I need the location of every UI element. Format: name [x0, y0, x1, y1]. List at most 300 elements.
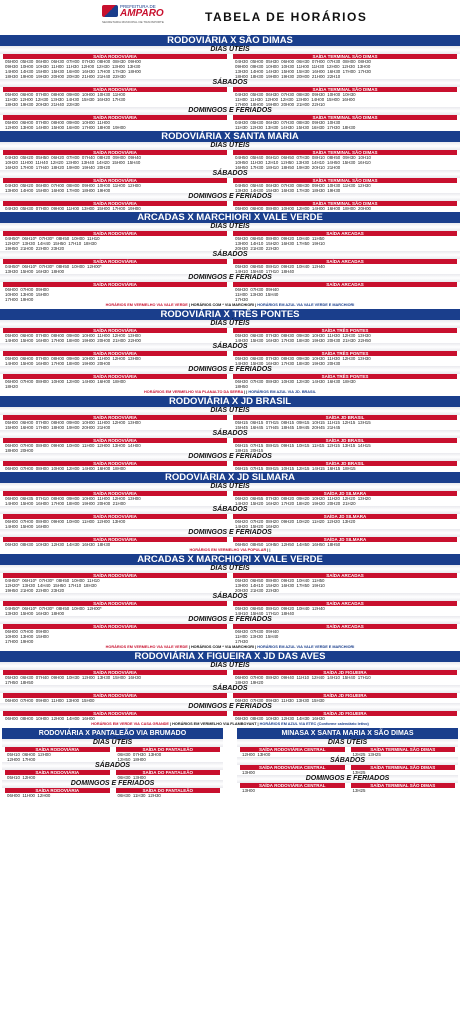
departure-label: SAÍDA RODOVIÁRIA	[3, 87, 227, 92]
right-column	[233, 351, 457, 366]
departure-label: SAÍDA RODOVIÁRIA	[3, 438, 227, 443]
route-title: RODOVIÁRIA X TRÊS PONTES	[0, 308, 460, 320]
time-row: 20H30 21H30 22H30	[235, 246, 279, 251]
period-columns	[0, 150, 460, 170]
route-title: ARCADAS X MARCHIORI X VALE VERDE	[0, 211, 460, 223]
departure-label: SAÍDA RODOVIÁRIA	[5, 788, 110, 793]
departure-label: SAÍDA TRÊS PONTES	[233, 374, 457, 379]
times-block	[233, 59, 457, 79]
time-row: 14H10 15H40 17H10 18H40	[235, 611, 295, 616]
times-block	[3, 675, 227, 685]
period-columns	[237, 783, 458, 793]
note-black: HORÁRIOS EM VERMELHO VIA FLAMBOYANT	[172, 722, 257, 726]
time-row: 11H00 13H30 15H40	[235, 634, 279, 639]
departure-label: SAÍDA TERMINAL SÃO DIMAS	[233, 201, 457, 206]
left-column	[3, 351, 227, 366]
departure-label: SAÍDA TERMINAL SÃO DIMAS	[233, 87, 457, 92]
period-columns	[2, 747, 223, 762]
left-column	[3, 537, 227, 547]
period-columns	[2, 770, 223, 780]
time-row: 06H00 08H00 10H00 12H00 14H00 16H00	[5, 716, 95, 721]
time-row: 15H45 16H45 17H45 18H45 19H45 20H45 21H45	[235, 425, 341, 430]
time-row: 12H00 13H00	[242, 752, 271, 757]
time-row: 05H30 06H50 08H10 09H20 10H40 12H40	[235, 264, 325, 269]
time-row: 18H15 20H15	[235, 448, 264, 453]
right-column	[233, 415, 457, 430]
time-row: 06H30 07H30 13H00	[117, 752, 162, 757]
departure-label: SAÍDA TRÊS PONTES	[233, 351, 457, 356]
times-block	[3, 333, 227, 343]
period-columns	[0, 537, 460, 547]
time-row: 13H00 14H10 15H20 16H30 17H50 19H10	[235, 241, 325, 246]
route-title: RODOVIÁRIA X JD SILMARA	[0, 471, 460, 483]
time-row: 10H00 13H00 15H00	[5, 634, 49, 639]
time-row: 05H00 06H00 08H00 10H00 12H00 14H00 16H00 18H00 20H00	[235, 206, 371, 211]
right-column	[233, 537, 457, 547]
left-column	[3, 87, 227, 107]
time-row: 18H00 18H30 19H00 19H30 20H00 21H00 22H10	[235, 74, 341, 79]
period-columns	[0, 282, 460, 302]
period-columns	[0, 438, 460, 453]
left-column	[3, 415, 227, 430]
left-column	[240, 783, 345, 793]
times-block	[233, 183, 457, 193]
right-column	[233, 231, 457, 251]
period-columns	[0, 491, 460, 506]
time-row: 15H00 16H00 17H00 18H00 19H00 20H00 21H00	[5, 425, 111, 430]
route-section	[0, 211, 460, 308]
times-block	[233, 155, 457, 170]
period-header: DIAS ÚTEIS	[0, 662, 460, 670]
right-column	[351, 765, 456, 775]
times-block	[233, 287, 457, 302]
left-column	[3, 693, 227, 703]
left-column	[3, 711, 227, 721]
departure-label: SAÍDA JD BRASIL	[233, 415, 457, 420]
route-section	[0, 395, 460, 471]
left-column	[5, 770, 110, 780]
time-row: 04H50* 06H10* 07H30* 08H50 10H00 11H10	[5, 236, 100, 241]
time-row: 17H50 18H50	[5, 680, 34, 685]
right-column	[233, 374, 457, 389]
time-row: 09H30 10H00 10H30 11H00 11H30 12H00 12H30 13H00 13H30	[5, 64, 141, 69]
right-column	[233, 178, 457, 193]
note-separator: |	[246, 390, 249, 394]
times-block	[233, 578, 457, 593]
departure-label: SAÍDA RODOVIÁRIA	[3, 115, 227, 120]
left-column	[3, 231, 227, 251]
time-row: 05H00 06H00 07H00 08H00 09H00 10H00 10H30 11H00	[5, 92, 126, 97]
time-row: 06H00 07H00 08H00 10H00 12H00 14H00 16H00 18H00	[5, 466, 126, 471]
period-header: DOMINGOS E FERIADOS	[0, 193, 460, 201]
times-block	[3, 519, 227, 529]
time-row: 04H30 05H00 05H30 06H00 06H30 07H00 07H30 08H00 08H30	[235, 59, 371, 64]
period-header: DOMINGOS E FERIADOS	[0, 453, 460, 461]
times-block	[116, 793, 221, 798]
times-block	[240, 752, 345, 757]
time-row: 04H30 05H30 06H30 07H30 08H30 09H30 10H30	[235, 120, 341, 125]
period-columns	[0, 201, 460, 211]
times-block	[233, 443, 457, 453]
time-row: 04H30 05H20 05H50 06H20 07H00 07H40 08H20 09H00 09H40	[5, 155, 141, 160]
departure-label: SAÍDA ARCADAS	[233, 231, 457, 236]
time-row: 13H25	[352, 770, 366, 775]
time-row: 13H00 14H00 15H00 16H00 17H00 18H00 19H00	[5, 188, 111, 193]
time-row: 05H00 06H00 07H00 08H00 09H00 10H00 11H00 12H00 13H00	[5, 420, 141, 425]
time-row: 06H00 07H00 08H00 09H00 10H00 11H00 12H00 13H00	[5, 519, 126, 524]
time-row: 06H00 11H00 12H00	[7, 793, 51, 798]
note-separator: |	[256, 722, 260, 726]
note-blue: HORÁRIOS EM AZUL VIA VALE VERDE E MARCHIORI	[257, 303, 355, 307]
times-block	[3, 155, 227, 170]
left-column	[3, 624, 227, 644]
time-row: 13H25	[352, 788, 366, 793]
note-blue: HORÁRIOS EM AZUL VIA VALE VERDE E MARCHIORI	[257, 645, 355, 649]
departure-label: SAÍDA RODOVIÁRIA	[3, 624, 227, 629]
time-row: 20H30 21H30 22H30	[235, 588, 279, 593]
right-column	[233, 573, 457, 593]
period-columns	[0, 351, 460, 366]
time-row: 05H30 06H50 08H00 09H20 10H40 11H50	[235, 236, 325, 241]
left-column	[3, 374, 227, 389]
departure-label: SAÍDA TERMINAL SÃO DIMAS	[351, 783, 456, 788]
period-columns	[0, 54, 460, 79]
time-row: 06H30 08H30 10H30 12H30 14H30 16H30 18H30	[5, 542, 111, 547]
period-header: SÁBADOS	[0, 170, 460, 178]
schedule-list	[0, 34, 460, 798]
left-column	[5, 788, 110, 798]
period-header: DOMINGOS E FERIADOS	[0, 366, 460, 374]
left-column	[3, 491, 227, 506]
time-row: 06H00 06H35 07H10 08H00 09H00 10H00 11H00 12H00 13H00	[5, 496, 141, 501]
left-column	[3, 282, 227, 302]
departure-label: SAÍDA RODOVIÁRIA	[3, 259, 227, 264]
departure-label: SAÍDA RODOVIÁRIA	[3, 351, 227, 356]
time-row: 04H50 05H40 06H10 06H50 07H30 08H10 08H50 09H30 10H10	[235, 155, 371, 160]
times-block	[233, 379, 457, 389]
time-row: 06H00 07H00 08H00 10H00 12H00 14H00 16H00 18H00	[5, 379, 126, 384]
departure-label: SAÍDA RODOVIÁRIA	[3, 670, 227, 675]
departure-label: SAÍDA ARCADAS	[233, 259, 457, 264]
time-row: 11H30 12H00 12H30 13H30 14H30 15H30 16H30 17H30	[5, 97, 126, 102]
route-section	[2, 727, 223, 798]
right-column	[233, 282, 457, 302]
times-block	[3, 606, 227, 616]
bottom-routes	[0, 727, 460, 798]
logo-line-2: AMPARO	[120, 8, 164, 19]
time-row: 13H30 14H00 14H30 15H00 15H30 16H00 16H30 17H00 17H30	[235, 69, 371, 74]
right-column	[233, 87, 457, 107]
right-column	[116, 770, 221, 780]
time-row: 05H30 06H30 07H30 08H30 09H30 10H30 11H30 12H30 13H30	[235, 333, 371, 338]
route-section	[0, 650, 460, 727]
period-header: DIAS ÚTEIS	[0, 483, 460, 491]
times-block	[240, 788, 345, 793]
time-row: 18H00 20H00	[5, 448, 34, 453]
time-row: 18H30 19H30 20H30 21H40 22H30	[5, 102, 80, 107]
time-row: 14H00 15H00 16H00 17H00 18H00 19H00 20H00 21H00 22H00	[5, 338, 141, 343]
time-row: 12H25 13H25	[352, 752, 381, 757]
departure-label: SAÍDA RODOVIÁRIA	[3, 537, 227, 542]
route-section	[0, 553, 460, 650]
period-columns	[0, 374, 460, 389]
period-header: SÁBADOS	[0, 79, 460, 87]
period-header: DIAS ÚTEIS	[0, 565, 460, 573]
time-row: 09H00 09H30 10H00 10H30 11H00 11H30 12H00 12H30 13H00	[235, 64, 371, 69]
time-row: 06H30 07H30 09H30 11H30 13H30 15H30	[235, 698, 325, 703]
period-columns	[0, 670, 460, 685]
route-title: RODOVIÁRIA X SÃO DIMAS	[0, 34, 460, 46]
right-column	[233, 624, 457, 644]
time-row: 05H30 06H50 08H10 09H20 10H40 12H40	[235, 606, 325, 611]
period-columns	[0, 259, 460, 274]
times-block	[233, 120, 457, 130]
route-section	[0, 34, 460, 130]
right-column	[233, 670, 457, 685]
route-title: MINASA X SANTA MARIA X SÃO DIMAS	[237, 727, 458, 739]
page-title: TABELA DE HORÁRIOS	[205, 10, 368, 24]
time-row: 16H50 17H30 18H10 18H50 19H30 20H10 21H00	[235, 165, 341, 170]
time-row: 14H00 15H00 16H00	[5, 524, 49, 529]
flag-icon	[102, 5, 118, 17]
departure-label: SAÍDA TERMINAL SÃO DIMAS	[233, 178, 457, 183]
time-row: 06H30 13H00	[117, 775, 146, 780]
times-block	[233, 333, 457, 343]
departure-label: SAÍDA JD FIGUEIRA	[233, 670, 457, 675]
period-header: DOMINGOS E FERIADOS	[2, 780, 223, 788]
time-row: 06H00 07H00 09H00	[5, 287, 49, 292]
departure-label: SAÍDA RODOVIÁRIA	[5, 747, 110, 752]
times-block	[233, 236, 457, 251]
period-header: SÁBADOS	[0, 506, 460, 514]
time-row: 18H50	[235, 384, 248, 389]
time-row: 12H20* 13H30 14H40 15H50 17H10 18H30	[5, 583, 97, 588]
time-row: 04H50* 06H10* 07H30* 08H50 10H00 11H10	[5, 578, 100, 583]
departure-label: SAÍDA DO PANTALEÃO	[116, 788, 221, 793]
left-column	[3, 461, 227, 471]
period-header: SÁBADOS	[237, 757, 458, 765]
right-column	[233, 201, 457, 211]
logo-line-1: PREFEITURA DE	[120, 4, 156, 9]
right-column	[233, 150, 457, 170]
time-row: 14H30 15H30 16H30 17H30 18H30 19H30 20H30 21H30 22H50	[235, 338, 371, 343]
times-block	[3, 443, 227, 453]
time-row: 18H30 19H00 19H30 20H00 20H30 21H00 21H40 22H30	[5, 74, 126, 79]
note-separator: |	[187, 303, 191, 307]
right-column	[351, 747, 456, 757]
note-separator: |	[187, 645, 191, 649]
route-title: RODOVIÁRIA X JD BRASIL	[0, 395, 460, 407]
time-row: 06H00 07H00 08H00 09H00 10H00 11H00 12H00 13H00 14H00	[5, 443, 141, 448]
departure-label: SAÍDA RODOVIÁRIA	[3, 491, 227, 496]
time-row: 06H50 08H50 10H50 12H50 14H50 16H50 18H50	[235, 542, 341, 547]
period-header: DIAS ÚTEIS	[237, 739, 458, 747]
period-columns	[237, 747, 458, 757]
departure-label: SAÍDA RODOVIÁRIA	[3, 150, 227, 155]
route-title: RODOVIÁRIA X FIGUEIRA X JD DAS AVES	[0, 650, 460, 662]
times-block	[3, 379, 227, 389]
right-column	[116, 747, 221, 762]
left-column	[3, 514, 227, 529]
times-block	[3, 578, 227, 593]
departure-label: SAÍDA TERMINAL SÃO DIMAS	[233, 115, 457, 120]
period-columns	[0, 328, 460, 343]
times-block	[3, 496, 227, 506]
left-column	[240, 765, 345, 775]
departure-label: SAÍDA ARCADAS	[233, 624, 457, 629]
note-blue: HORÁRIOS EM AZUL VIA ETEC (Conforme calendário letivo)	[259, 722, 369, 726]
departure-label: SAÍDA RODOVIÁRIA CENTRAL	[240, 765, 345, 770]
time-row: 14H00 15H00 16H00 17H00 18H00 19H00 20H00	[5, 361, 111, 366]
times-block	[233, 356, 457, 366]
left-column	[3, 54, 227, 79]
time-row: 14H20 15H20 16H20 17H20 18H20 19H20 20H20 21H20	[235, 501, 356, 506]
time-row: 12H00 13H00 14H00 15H00 16H00 17H00 18H00 19H00	[5, 125, 126, 130]
period-columns	[0, 711, 460, 721]
time-row: 06H00 07H00 09H00 11H00 13H00 15H00	[5, 698, 95, 703]
note-separator: |	[254, 303, 258, 307]
departure-label: SAÍDA RODOVIÁRIA	[3, 231, 227, 236]
time-row: 16H20 17H00 17H40 18H20 19H00 19H40 20H20	[5, 165, 111, 170]
left-column	[3, 573, 227, 593]
right-column	[233, 711, 457, 721]
period-columns	[0, 87, 460, 107]
departure-label: SAÍDA RODOVIÁRIA	[3, 201, 227, 206]
time-row: 11H00 11H30 12H00 12H30 13H00 14H00 15H00 16H00	[235, 97, 355, 102]
time-row: 05H30 06H50 08H00 09H20 10H40 11H50	[235, 578, 325, 583]
note-separator: |	[266, 548, 270, 552]
time-row: 06H00 07H00 08H20 09H40 11H10 12H40 14H10 15H40 17H10	[235, 675, 371, 680]
departure-label: SAÍDA RODOVIÁRIA	[3, 461, 227, 466]
times-block	[3, 92, 227, 107]
note-red: HORÁRIOS EM VERMELHO VIA VALE VERDE	[105, 303, 188, 307]
right-column	[233, 693, 457, 703]
time-row: 06H15 07H15 08H15 09H15 10H15 11H15 12H15 13H15 14H15	[235, 443, 371, 448]
right-column	[233, 328, 457, 343]
right-column	[351, 783, 456, 793]
period-header: SÁBADOS	[0, 251, 460, 259]
time-row: 14H10 15H40 17H10 18H40	[235, 269, 295, 274]
time-row: 06H20 06H55 07H30 08H20 09H20 10H20 11H20 12H20 13H20	[235, 496, 371, 501]
time-row: 04H30 05H30 06H30 07H30 08H30 09H30 10H00 10H30	[235, 92, 356, 97]
departure-label: SAÍDA RODOVIÁRIA CENTRAL	[240, 747, 345, 752]
departure-label: SAÍDA RODOVIÁRIA	[3, 601, 227, 606]
right-column	[233, 54, 457, 79]
route-section	[0, 471, 460, 553]
route-section	[0, 308, 460, 395]
departure-label: SAÍDA ARCADAS	[233, 282, 457, 287]
note-red: HORÁRIOS EM VERMELHO VIA VALE VERDE	[105, 645, 188, 649]
time-row: 04H30 05H20 06H00 07H00 08H00 09H00 10H00 11H00 12H00	[5, 183, 141, 188]
time-row: 05H30 06H30 07H30 08H30 09H30 10H30 11H30 12H30 13H30	[235, 356, 371, 361]
period-header: DOMINGOS E FERIADOS	[0, 616, 460, 624]
departure-label: SAÍDA TERMINAL SÃO DIMAS	[233, 54, 457, 59]
time-row: 06H30 07H30 08H30 10H30 12H30 14H30 16H30 18H30	[235, 379, 356, 384]
times-block	[3, 236, 227, 251]
period-header: DIAS ÚTEIS	[2, 739, 223, 747]
right-column	[116, 788, 221, 798]
time-row: 17H00 18H00 19H00 20H00 21H00 22H10	[235, 102, 325, 107]
departure-label: SAÍDA RODOVIÁRIA	[3, 282, 227, 287]
period-columns	[0, 231, 460, 251]
time-row: 04H30 05H30 07H00 09H00 11H00 13H00 15H00 17H00 19H00	[5, 206, 141, 211]
time-row: 17H00 19H00	[5, 297, 34, 302]
route-note	[0, 721, 460, 727]
left-column	[5, 747, 110, 762]
departure-label: SAÍDA TRÊS PONTES	[233, 328, 457, 333]
times-block	[233, 420, 457, 430]
period-header: SÁBADOS	[0, 430, 460, 438]
time-row: 19H50 21H00 22H00 23H20	[5, 246, 65, 251]
period-columns	[237, 765, 458, 775]
times-block	[233, 496, 457, 506]
departure-label: SAÍDA TERMINAL SÃO DIMAS	[233, 150, 457, 155]
time-row: 12H50 18H00	[117, 757, 146, 762]
time-row: 17H00 19H00	[5, 639, 34, 644]
times-block	[116, 752, 221, 762]
time-row: 05H10 06H00 12H00	[7, 752, 51, 757]
right-column	[233, 514, 457, 529]
time-row: 06H30 11H30 12H30	[117, 793, 161, 798]
times-block	[3, 264, 227, 274]
page-header	[0, 0, 460, 34]
times-block	[3, 287, 227, 302]
departure-label: SAÍDA RODOVIÁRIA	[3, 54, 227, 59]
time-row: 14H20 15H20 16H20	[235, 524, 279, 529]
departure-label: SAÍDA RODOVIÁRIA	[5, 770, 110, 775]
route-section	[237, 727, 458, 798]
period-header: DIAS ÚTEIS	[0, 407, 460, 415]
time-row: 13H00 14H10 15H20 16H30 17H50 19H10	[235, 583, 325, 588]
times-block	[3, 183, 227, 193]
note-separator: |	[243, 390, 247, 394]
period-header: DIAS ÚTEIS	[0, 46, 460, 54]
times-block	[351, 752, 456, 757]
time-row: 04H50* 06H10* 07H30* 08H50 10H00 12H00*	[5, 606, 102, 611]
time-row: 19H50 21H00 22H00 23H20	[5, 588, 65, 593]
note-red: HORÁRIOS EM VERDE VIA CASA GRANDE	[91, 722, 169, 726]
departure-label: SAÍDA JD FIGUEIRA	[233, 693, 457, 698]
logo-line-3: SECRETARIA MUNICIPAL DE TRANSPORTE	[102, 20, 164, 24]
time-row: 05H00 06H00 07H00 08H00 09H00 10H00 11H00 12H00 13H00	[5, 333, 141, 338]
period-header: SÁBADOS	[0, 343, 460, 351]
right-column	[233, 259, 457, 274]
time-row: 06H20 07H20 08H20 09H20 10H20 11H20 12H20 13H20	[235, 519, 356, 524]
times-block	[5, 793, 110, 798]
time-row: 13H30 15H00 16H30 18H00	[5, 611, 65, 616]
period-header: DIAS ÚTEIS	[0, 142, 460, 150]
departure-label: SAÍDA ARCADAS	[233, 573, 457, 578]
period-columns	[0, 415, 460, 430]
departure-label: SAÍDA JD BRASIL	[233, 438, 457, 443]
note-red: HORÁRIOS EM VERMELHO VIA PLANALTO DA SERRA	[144, 390, 244, 394]
time-row: 12H00 17H00	[7, 757, 36, 762]
right-column	[233, 115, 457, 130]
departure-label: SAÍDA DO PANTALEÃO	[116, 747, 221, 752]
departure-label: SAÍDA RODOVIÁRIA	[3, 415, 227, 420]
period-columns	[0, 514, 460, 529]
note-separator: |	[254, 645, 258, 649]
time-row: 05H00 06H00 07H00 08H00 09H00 10H00 11H00 12H00 13H00	[5, 356, 141, 361]
prefeitura-logo	[100, 4, 172, 30]
note-blue: HORÁRIOS EM AZUL VIA JD. BRASIL	[248, 390, 316, 394]
time-row: 06H30 07H30 09H40	[235, 629, 279, 634]
times-block	[351, 788, 456, 793]
time-row: 13H00	[242, 788, 255, 793]
left-column	[3, 259, 227, 274]
times-block	[3, 420, 227, 430]
time-row: 04H50* 06H10* 07H30* 08H50 10H00 12H00*	[5, 264, 102, 269]
